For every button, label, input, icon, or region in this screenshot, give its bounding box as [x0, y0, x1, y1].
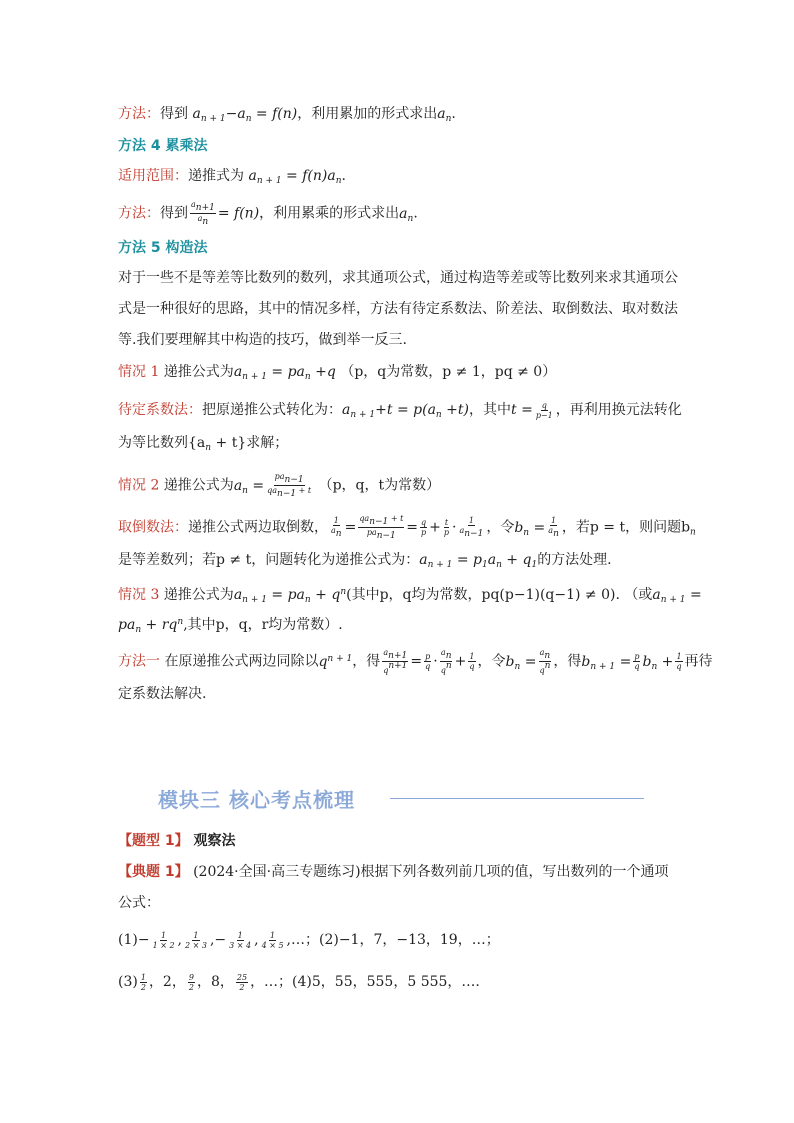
method-5-para-2: 式是一种很好的思路，其中的情况多样，方法有待定系数法、阶差法、取倒数法、取对数法: [118, 301, 678, 317]
example-1-cont: 公式：: [118, 895, 160, 911]
example-1: 【典题 1】 (2024·全国·高三专题练习)根据下列各数列前几项的值，写出数列的一个通项: [118, 864, 669, 880]
sequence-1-2: (1)− $\frac{1}{1 \times 2}$ , $\frac{1}{2 \times 3}$ ,− $\frac{1}{3 \times 4}$ , $\frac{1}{4 \times 5}$ ,…；(2)−1，7，−13，19，…；: [118, 930, 500, 950]
case-3-method-cont: 定系数法解决.: [118, 686, 207, 702]
module-title: 模块三 核心考点梳理: [158, 788, 355, 812]
method-5-heading: 方法 5 构造法: [118, 240, 208, 256]
case-1: 情况 1 递推公式为$a_{n + 1} = pa_n +q$ （p，q为常数，p ≠ 1，pq ≠ 0）: [118, 364, 557, 382]
case-3-method: 方法一 在原递推公式两边同除以$q^{n + 1}$，得 $\frac{a_{n+1}}{q^{n+1}}$ = $\frac{p}{q}$ · $\frac{a_n}{q^n}$ + $\frac{1}{q}$ ，令$b_n$ = $\frac{a_n}{q^n}$ ，得$b_{n + 1}$ = $\frac{p}{q}$ $b_n$ + $\frac{1}{q}$ 再待: [118, 648, 713, 675]
method-5-para-3: 等.我们要理解其中构造的技巧，做到举一反三.: [118, 332, 407, 348]
case-2-method: 取倒数法：递推公式两边取倒数， $\frac{1}{a_n}$ = $\frac{qa_{n-1} + t}{pa_{n-1}}$ = $\frac{q}{p}$ + $\frac{t}{p}$ · $\frac{1}{a_{n-1}}$ ，令$b_n$ = $\frac{1}{a_n}$ ，若p = t，则问题$b_n$: [118, 514, 696, 541]
case-1-method-cont: 为等比数列$\{a_n + t\}$求解；: [118, 435, 289, 453]
case-3-cont: $pa_n + rq^n$,其中p，q，r均为常数）.: [118, 617, 343, 635]
case-1-method: 待定系数法：把原递推公式转化为：$a_{n + 1}+t = p(a_n +t)$，其中t = $\frac{q}{p-1}$ ，再利用换元法转化: [118, 400, 682, 420]
module-title-rule: [390, 798, 644, 799]
question-type-1: 【题型 1】 观察法: [118, 833, 236, 849]
method-4-scope: 适用范围：递推式为 $a_{n + 1} = f(n)a_n$.: [118, 168, 346, 186]
case-3: 情况 3 递推公式为$a_{n + 1} = pa_n + q^n$(其中p，q均为常数，pq(p−1)(q−1) ≠ 0). （或$a_{n + 1}$ =: [118, 587, 702, 605]
sequence-3-4: (3) $\frac{1}{2}$ ，2， $\frac{9}{2}$ ，8， $\frac{25}{2}$ ，…；(4)5，55，555，5 555，….: [118, 972, 480, 992]
method-4-method: 方法：得到 $\frac{a_{n+1}}{a_n}$ = f(n)，利用累乘的形式求出$a_n$.: [118, 200, 418, 227]
case-2: 情况 2 递推公式为$a_n$ = $\frac{pa_{n-1}}{qa_{n-1} + t}$ （p，q，t为常数）: [118, 472, 441, 499]
method-5-para-1: 对于一些不是等差等比数列的数列，求其通项公式，通过构造等差或等比数列来求其通项公: [118, 270, 678, 286]
case-2-method-cont: 是等差数列；若p ≠ t，问题转化为递推公式为：$a_{n + 1} = p_1a_n + q_1$的方法处理.: [118, 552, 612, 570]
method-3-text: 方法：得到 $a_{n + 1}-a_n = f(n)$，利用累加的形式求出$a_n$.: [118, 106, 456, 124]
method-4-heading: 方法 4 累乘法: [118, 138, 208, 154]
